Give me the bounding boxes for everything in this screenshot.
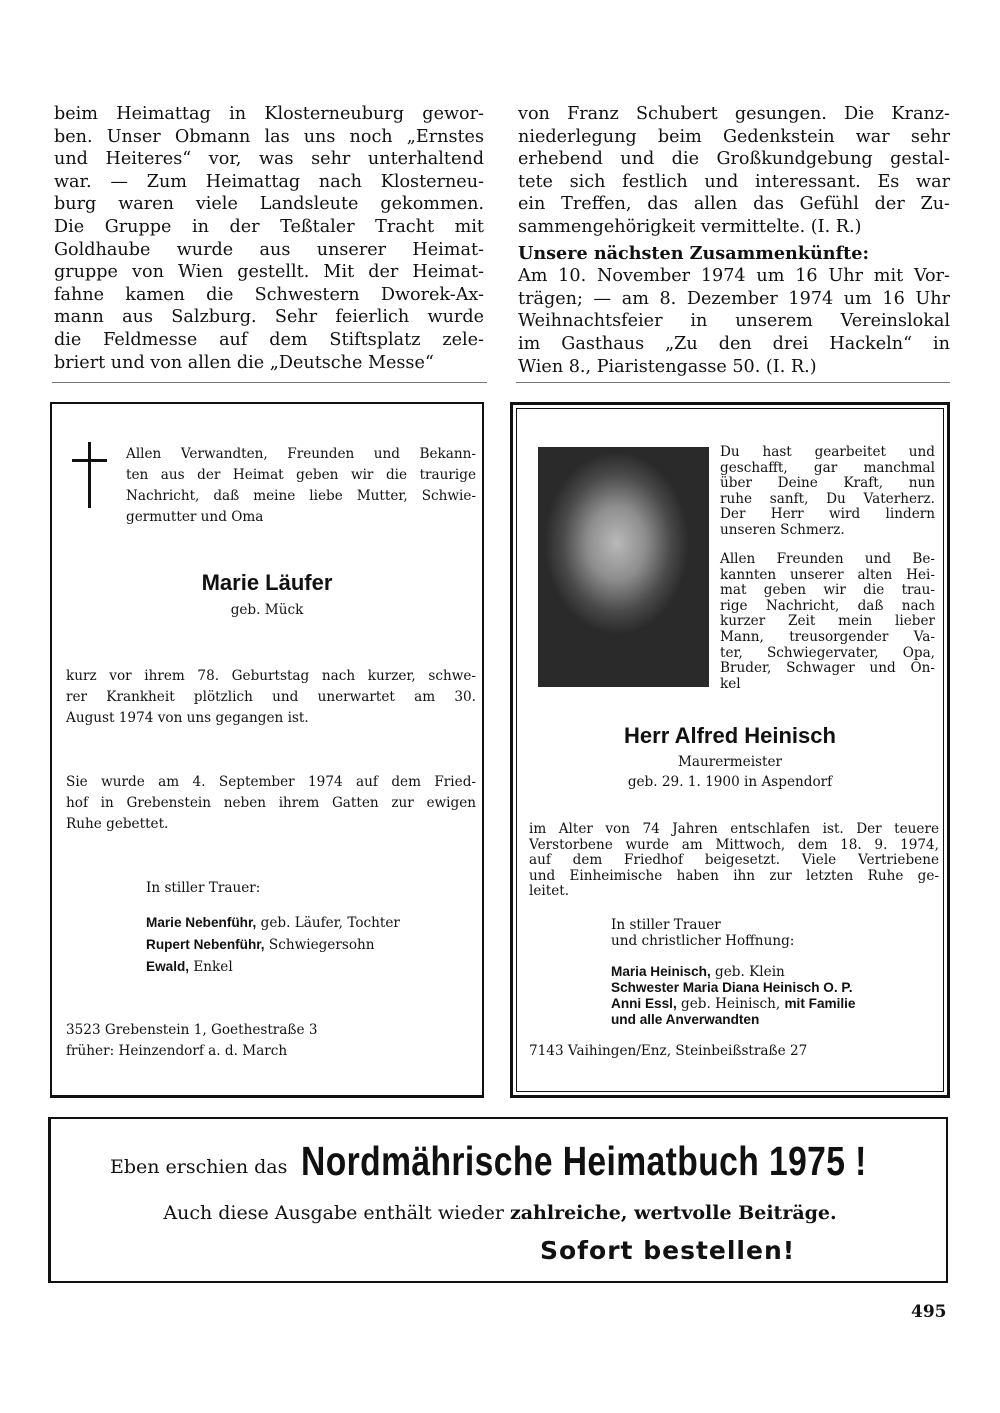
text-line: ter, Schwiegervater, Opa, (720, 644, 935, 661)
notice1-mourning: In stiller Trauer: (146, 880, 261, 896)
signer-row (146, 956, 400, 978)
deceased-name-2: Herr Alfred Heinisch (624, 723, 836, 748)
text-line: ten aus der Heimat geben wir die traurige (126, 467, 476, 483)
signer-family: mit Familie (784, 996, 856, 1011)
ad-cta: Sofort bestellen! (540, 1236, 796, 1265)
text-line: die Feldmesse auf dem Stiftsplatz zele- (54, 329, 484, 350)
text-line: leitet. (529, 883, 570, 900)
text-line: sammengehörigkeit vermittelte. (I. R.) (518, 216, 862, 237)
text-line: Allen Freunden und Be- (720, 551, 935, 567)
meetings-line: Wien 8., Piaristengasse 50. (I. R.) (518, 356, 817, 377)
signer-row (146, 934, 400, 956)
signer-relation: geb. Klein (710, 964, 785, 980)
maiden-name: geb. Mück (230, 602, 304, 618)
text-line: hof in Grebenstein neben ihrem Gatten zur ewigen (66, 795, 476, 811)
notice2-death-text (529, 822, 939, 900)
notice2-mourning (611, 918, 794, 949)
ad-prefix: Eben erschien das (110, 1156, 288, 1178)
poem-line: über Deine Kraft, nun (720, 475, 935, 492)
text-line: auf dem Friedhof beigesetzt. Viele Vertriebene (529, 852, 939, 869)
text-line: Allen Verwandten, Freunden und Bekann- (126, 446, 476, 462)
poem-line: ruhe sanft, Du Vaterherz. (720, 490, 935, 507)
text-line: kurz vor ihrem 78. Geburtstag nach kurzer, schwe- (66, 668, 476, 684)
text-line: erhebend und die Großkundgebung gestal- (518, 149, 950, 170)
text-line: Ruhe gebettet. (66, 816, 169, 832)
poem-line: geschafft, gar manchmal (720, 459, 935, 476)
ad-headline (110, 1138, 991, 1185)
mourning-line: und christlicher Hoffnung: (611, 932, 795, 949)
text-line: burg waren viele Landsleute gekommen. (54, 194, 484, 215)
meetings-line: trägen; — am 8. Dezember 1974 um 16 Uhr (518, 288, 950, 309)
signer-name: und alle Anverwandten (611, 1012, 760, 1027)
meetings-line: Am 10. November 1974 um 16 Uhr mit Vor- (518, 266, 950, 287)
text-line: fahne kamen die Schwestern Dworek-Ax- (54, 284, 484, 305)
address-line: 3523 Grebenstein 1, Goethestraße 3 (66, 1022, 318, 1038)
obituary-notice-marie-laeufer (50, 402, 484, 1098)
meetings-line: Weihnachtsfeier in unserem Vereinslokal (518, 311, 950, 332)
notice1-death-text (66, 666, 476, 729)
birth-info: geb. 29. 1. 1900 in Aspendorf (627, 774, 833, 790)
deceased-name: Marie Läufer (201, 570, 333, 595)
profession: Maurermeister (677, 754, 783, 770)
text-line: war. — Zum Heimattag nach Klosterneu- (54, 171, 484, 192)
portrait-photo (538, 447, 709, 687)
article-left-column (54, 103, 484, 374)
signer-relation: geb. Läufer, Tochter (256, 915, 400, 931)
text-line: kel (720, 675, 741, 692)
signer-name: Rupert Nebenführ, (146, 937, 265, 952)
signer-row (611, 996, 855, 1012)
signer-row (146, 912, 400, 934)
text-line: gruppe von Wien gestellt. Mit der Heimat- (54, 262, 484, 283)
signer-name: Marie Nebenführ, (146, 915, 257, 930)
text-line: ben. Unser Obmann las uns noch „Ernstes (54, 126, 484, 147)
text-line: beim Heimattag in Klosterneuburg gewor- (54, 104, 484, 124)
signer-relation: Enkel (189, 959, 233, 975)
notice1-burial-text (66, 772, 476, 835)
text-line: niederlegung beim Gedenkstein war sehr (518, 126, 950, 147)
text-line: Goldhaube wurde aus unserer Heimat- (54, 239, 484, 260)
signer-row (611, 964, 855, 980)
signer-name: Ewald, (146, 959, 190, 974)
ad-subline-plain: Auch diese Ausgabe enthält wieder (163, 1202, 510, 1224)
notice1-intro (126, 444, 476, 528)
text-line: von Franz Schubert gesungen. Die Kranz- (518, 104, 950, 124)
ad-title: Nordmährische Heimatbuch 1975 ! (301, 1138, 868, 1184)
notice2-signers (611, 964, 855, 1028)
signer-row (611, 1012, 855, 1028)
text-line: tete sich festlich und interessant. Es war (518, 171, 950, 192)
signer-name: Schwester Maria Diana Heinisch O. P. (611, 980, 853, 995)
text-line: ein Treffen, das allen das Gefühl der Zu- (518, 194, 950, 215)
notice2-address: 7143 Vaihingen/Enz, Steinbeißstraße 27 (529, 1043, 808, 1059)
notice2-intro (720, 552, 935, 692)
text-line: kurzer Zeit mein lieber (720, 613, 935, 630)
text-line: und Einheimische haben ihn zur letzten Ruhe ge- (529, 867, 939, 884)
text-line: Nachricht, daß meine liebe Mutter, Schwie- (126, 488, 476, 504)
text-line: August 1974 von uns gegangen ist. (66, 710, 309, 726)
text-line: mann aus Salzburg. Sehr feierlich wurde (54, 307, 484, 328)
text-line: rige Nachricht, daß nach (720, 597, 935, 614)
text-line: im Alter von 74 Jahren entschlafen ist. Der teuere (529, 821, 939, 837)
poem-line: Du hast gearbeitet und (720, 444, 935, 460)
separator-right (516, 382, 950, 383)
signer-name: Maria Heinisch, (611, 964, 711, 979)
meetings-line: im Gasthaus „Zu den drei Hackeln“ in (518, 333, 950, 354)
text-line: Die Gruppe in der Teßtaler Tracht mit (54, 216, 484, 237)
notice1-signers (146, 912, 400, 978)
notice1-address (66, 1020, 318, 1062)
poem-line: Der Herr wird lindern (720, 506, 935, 523)
text-line: kannten unserer alten Hei- (720, 566, 935, 583)
ad-subline-bold: zahlreiche, wertvolle Beiträge. (509, 1202, 837, 1224)
text-line: Verstorbene wurde am Mittwoch, dem 18. 9. 1974, (529, 836, 939, 853)
mourning-line: In stiller Trauer (611, 917, 721, 933)
article-right-column (518, 103, 950, 378)
text-line: Bruder, Schwager und On- (720, 660, 935, 677)
signer-relation: geb. Heinisch, (676, 996, 785, 1012)
signer-relation: Schwiegersohn (264, 937, 375, 953)
meetings-heading: Unsere nächsten Zusammenkünfte: (518, 242, 869, 264)
text-line: mat geben wir die trau- (720, 582, 935, 599)
text-line: briert und von allen die „Deutsche Messe“ (54, 352, 434, 373)
text-line: rer Krankheit plötzlich und unerwartet am 30. (66, 689, 476, 705)
text-line: und Heiteres“ vor, was sehr unterhaltend (54, 149, 484, 170)
text-line: Sie wurde am 4. September 1974 auf dem Fried- (66, 774, 476, 790)
signer-name: Anni Essl, (611, 996, 677, 1011)
text-line: germutter und Oma (126, 509, 264, 525)
notice2-poem (720, 445, 935, 539)
separator-left (52, 382, 487, 383)
address-line: früher: Heinzendorf a. d. March (66, 1043, 288, 1059)
ad-subline (0, 1202, 1000, 1224)
cross-icon (70, 442, 110, 508)
poem-line: unseren Schmerz. (720, 521, 845, 538)
signer-row (611, 980, 855, 996)
text-line: Mann, treusorgender Va- (720, 628, 935, 645)
page-number: 495 (911, 1302, 947, 1322)
